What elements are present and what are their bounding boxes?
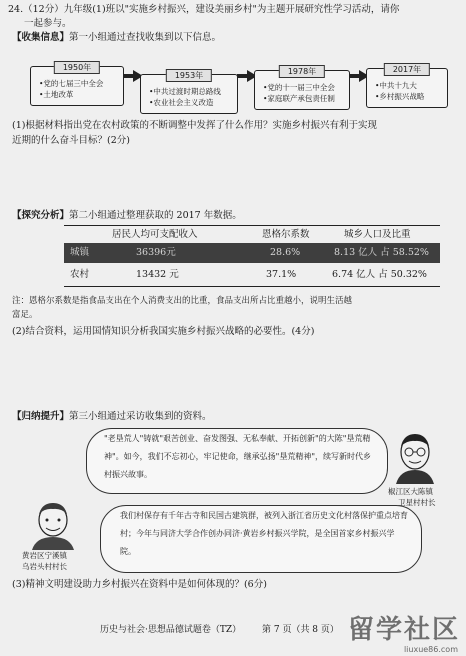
collect-section: [12, 31, 221, 45]
timeline-year: 1978年: [279, 65, 325, 78]
table-note-line2: 富足。: [12, 310, 38, 320]
table-cell-income: 13432 元: [136, 269, 179, 280]
question-1-line1: (1)根据材料指出党在农村政策的不断调整中发挥了什么作用？实施乡村振兴有利于实现: [12, 120, 377, 131]
timeline-arrow-shaft: [349, 74, 359, 78]
table-cell-engel: 37.1%: [266, 269, 297, 280]
timeline-item: •中共过渡时期总路线: [149, 87, 221, 96]
timeline-item: •土地改革: [39, 90, 74, 99]
timeline-box-1950: [30, 63, 124, 106]
timeline-box-2017: [366, 65, 448, 108]
village-head-portrait-1: [392, 430, 438, 484]
speech-bubble-1-text: "老垦荒人"铸就"艰苦创业、奋发图强、无私奉献、开拓创新"的大陈"垦荒精神"。如今，我们不忘初心，牢记使命，继承弘扬"垦荒精神"，续写新时代乡村振兴故事。: [104, 434, 372, 479]
watermark-url: liuxue86.com: [403, 645, 458, 654]
watermark-text: 留学社区: [347, 615, 460, 645]
timeline-box-1953: [140, 71, 238, 114]
table-note-line1: 注：恩格尔系数是指食品支出在个人消费支出的比重，食品支出所占比重越小，说明生活越: [12, 296, 353, 306]
table-row-label: 农村: [70, 269, 90, 280]
question-intro-line1: 24.（12分）九年级(1)班以"实施乡村振兴，建设美丽乡村"为主题开展研究性学习活动，请你: [8, 4, 400, 15]
timeline-box-1978: [254, 67, 350, 110]
question-2: (2)结合资料，运用国情知识分析我国实施乡村振兴战略的必要性。(4分): [12, 326, 315, 337]
timeline-item: •党的十一届三中全会: [263, 83, 335, 92]
timeline-year: 2017年: [384, 63, 430, 76]
person-2-location: 黄岩区宁溪镇: [22, 551, 67, 560]
timeline-year: 1950年: [54, 61, 100, 74]
timeline-arrow-shaft: [237, 74, 247, 78]
footer-exam-title: 历史与社会·思想品德试题卷（TZ）: [100, 625, 242, 635]
explore-text: 第二小组通过整理获取的 2017 年数据。: [69, 210, 242, 221]
summary-text: 第三小组通过采访收集到的资料。: [69, 411, 212, 422]
question-1-line2: 近期的什么奋斗目标？(2分): [12, 135, 130, 146]
question-3: (3)精神文明建设助力乡村振兴在资料中是如何体现的？(6分): [12, 579, 267, 590]
table-cell-population: 8.13 亿人 占 58.52%: [334, 247, 429, 258]
village-head-portrait-2: [28, 500, 78, 550]
table-row-label: 城镇: [70, 247, 90, 258]
person-2-title: 乌岩头村村长: [22, 562, 67, 571]
speech-bubble-2-text: 我们村保存有千年古寺和民国古建筑群，被列入浙江省历史文化村落保护重点培育村；今年与同济大学合作创办同济·黄岩乡村振兴学院，是全国首家乡村振兴学院。: [120, 511, 408, 556]
timeline-item: •中共十九大: [375, 81, 417, 90]
timeline-item: •乡村振兴战略: [375, 92, 425, 101]
table-top-rule: [64, 225, 440, 226]
table-header-population: 城乡人口及比重: [344, 229, 411, 240]
person-1-location: 椒江区大陈镇: [388, 487, 433, 496]
summary-heading: 【归纳提升】: [12, 411, 70, 422]
collect-text: 第一小组通过查找收集到以下信息。: [69, 32, 222, 43]
footer-page-number: 第 7 页（共 8 页）: [262, 625, 339, 635]
timeline-item: •党的七届三中全会: [39, 79, 104, 88]
timeline-item: •家庭联产承包责任制: [263, 94, 335, 103]
table-bottom-rule: [64, 286, 440, 287]
person-1-title: 卫星村村长: [398, 498, 436, 507]
summary-section: [12, 410, 212, 424]
timeline-item: •农业社会主义改造: [149, 98, 214, 107]
explore-section: [12, 209, 242, 223]
table-cell-engel: 28.6%: [270, 247, 301, 258]
table-header-engel: 恩格尔系数: [262, 229, 310, 240]
table-cell-population: 6.74 亿人 占 50.32%: [332, 269, 427, 280]
table-header-income: 居民人均可支配收入: [112, 229, 198, 240]
site-watermark: [347, 609, 460, 654]
timeline-year: 1953年: [166, 69, 212, 82]
table-cell-income: 36396元: [136, 247, 176, 258]
timeline-arrow-shaft: [123, 74, 133, 78]
question-intro-line2: 一起参与。: [24, 18, 72, 29]
explore-heading: 【探究分析】: [12, 210, 70, 221]
collect-heading: 【收集信息】: [12, 32, 70, 43]
